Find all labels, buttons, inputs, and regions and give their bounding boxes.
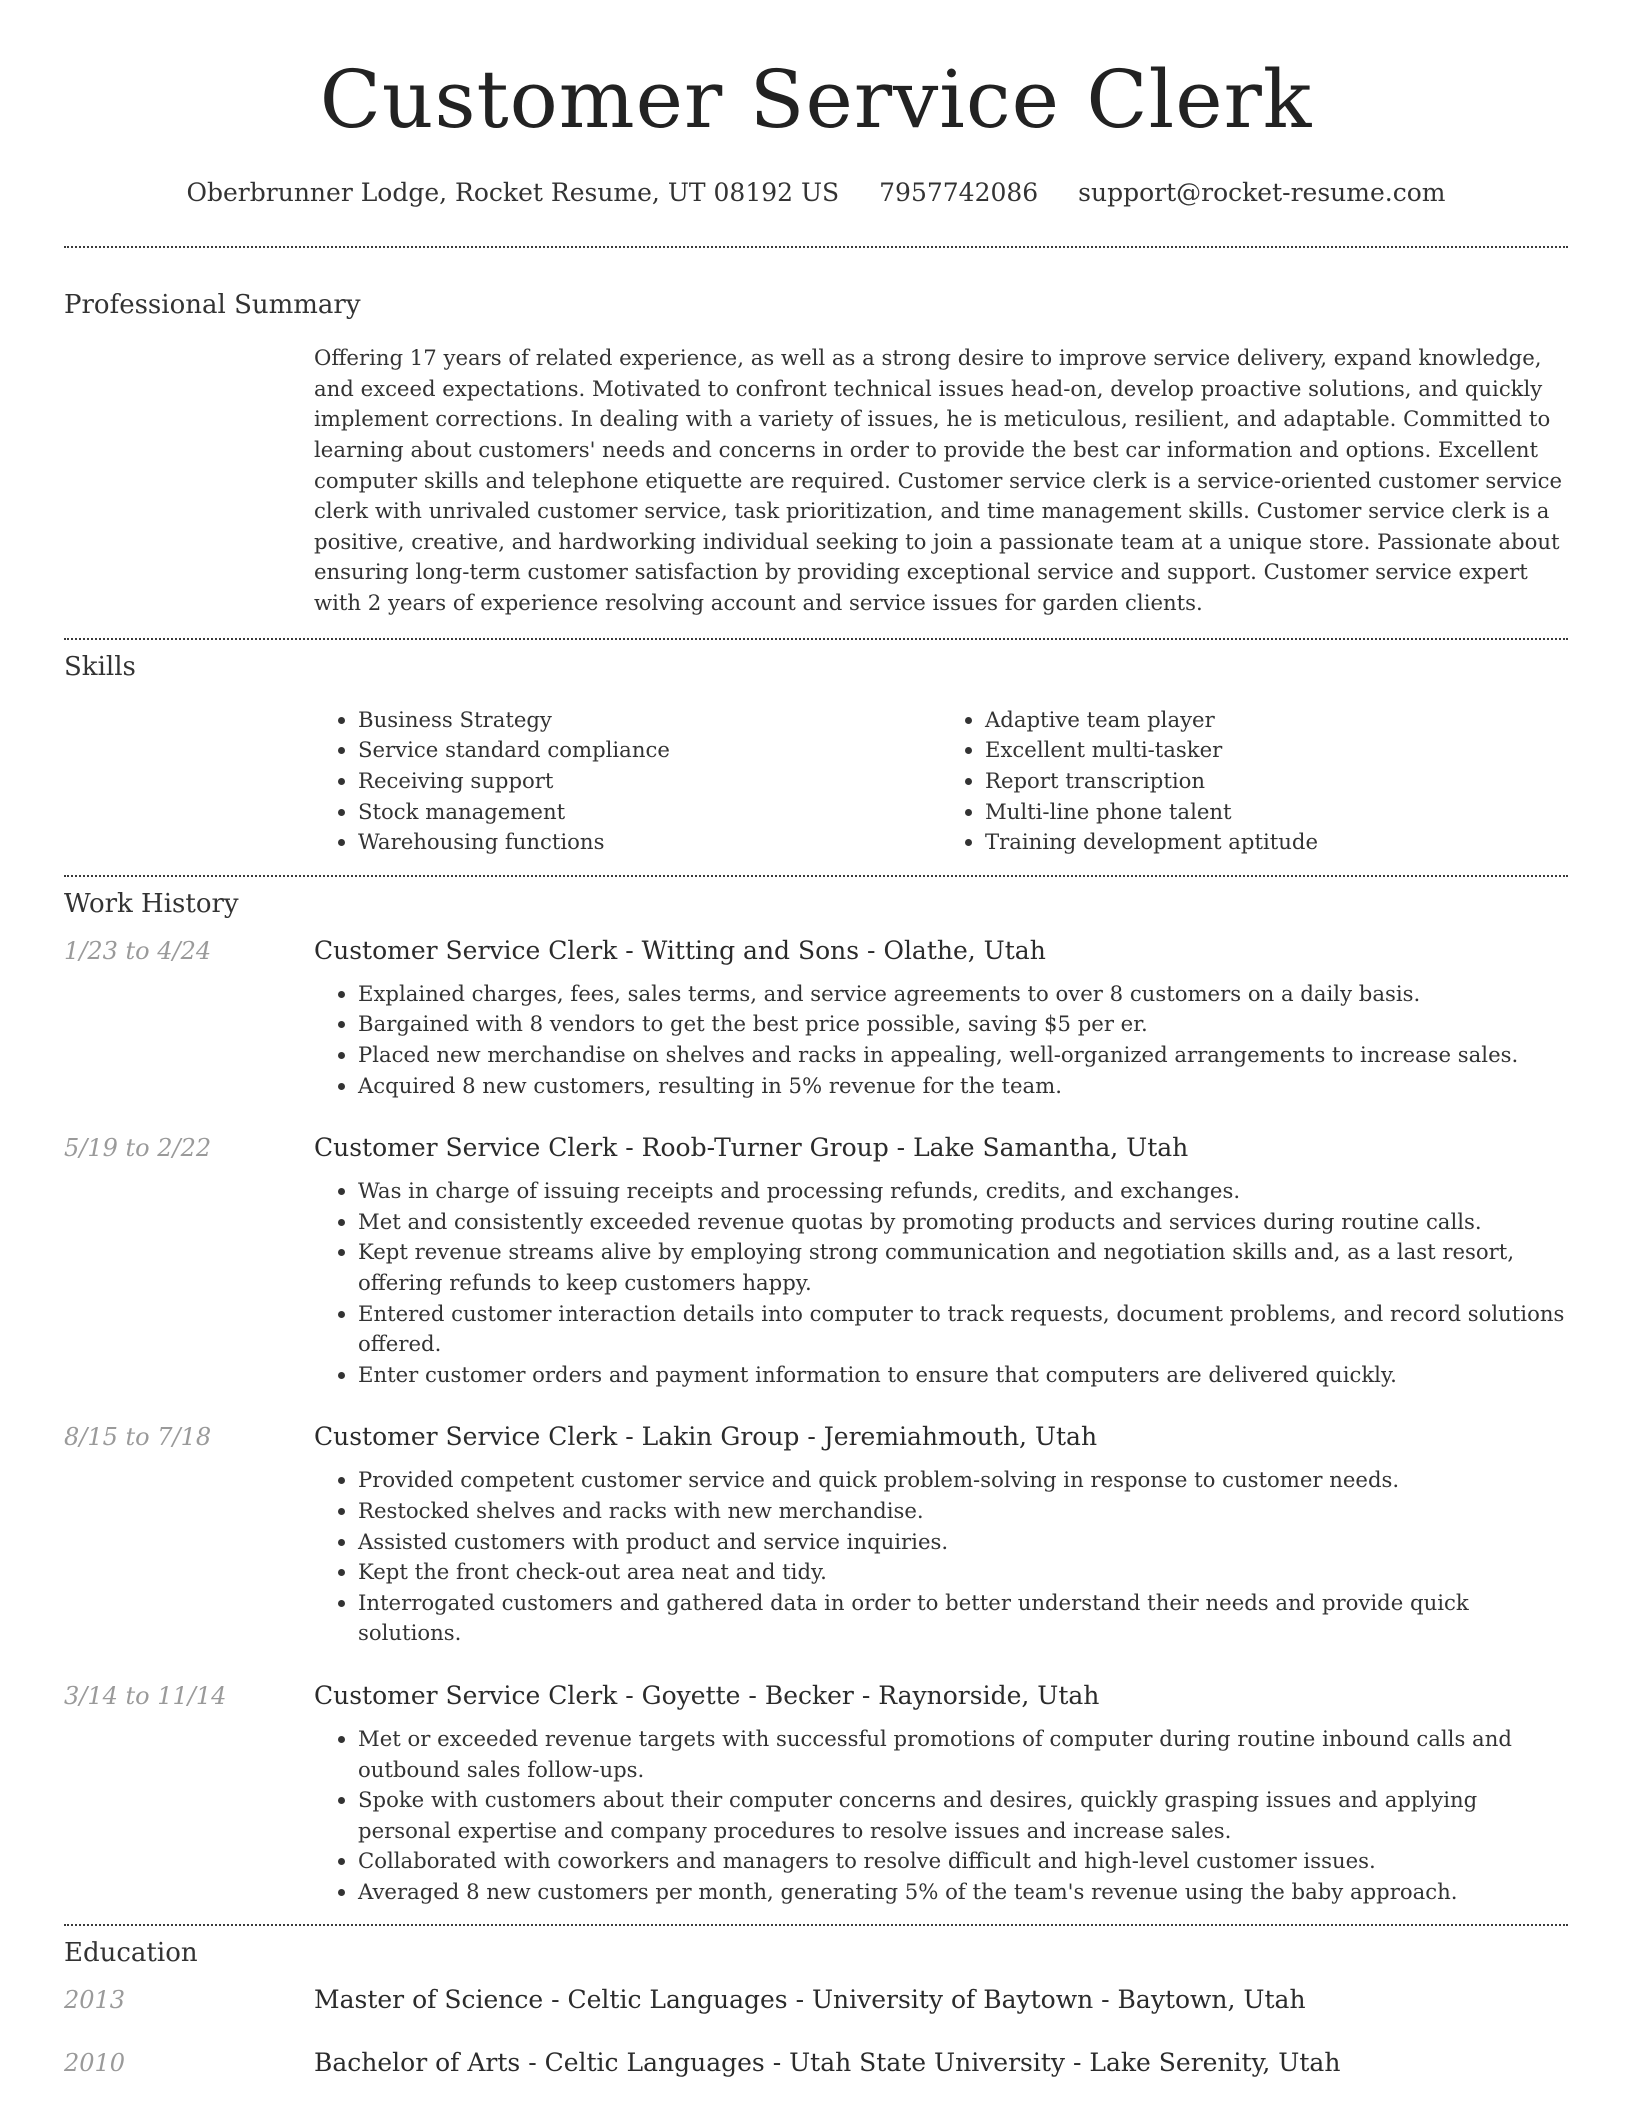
job-date: 5/19 to 2/22 bbox=[64, 1134, 212, 1163]
skill-item: • Business Strategy bbox=[358, 705, 941, 736]
job-bullet: • Averaged 8 new customers per month, generating 5% of the team's revenue using the baby approach. bbox=[358, 1877, 1568, 1908]
job-title: Customer Service Clerk - Goyette - Becker - Raynorside, Utah bbox=[314, 1680, 1100, 1710]
job-bullet: • Restocked shelves and racks with new merchandise. bbox=[358, 1496, 1568, 1527]
skill-item: • Multi-line phone talent bbox=[985, 797, 1568, 828]
job-bullet: • Assisted customers with product and service inquiries. bbox=[358, 1527, 1568, 1558]
job-bullets bbox=[314, 1724, 1568, 1908]
education-title: Bachelor of Arts - Celtic Languages - Utah State University - Lake Serenity, Utah bbox=[314, 2047, 1341, 2077]
divider bbox=[64, 246, 1568, 248]
job-bullet: • Kept the front check-out area neat and tidy. bbox=[358, 1557, 1568, 1588]
divider bbox=[64, 875, 1568, 877]
job-bullet: • Enter customer orders and payment information to ensure that computers are delivered quickly. bbox=[358, 1360, 1568, 1391]
job-date: 1/23 to 4/24 bbox=[64, 936, 212, 965]
resume-page bbox=[64, 0, 1568, 2077]
section-title-work: Work History bbox=[64, 888, 239, 919]
job-bullets bbox=[314, 1465, 1568, 1649]
skills-column-left bbox=[314, 705, 941, 858]
job-bullet: • Bargained with 8 vendors to get the best price possible, saving $5 per er. bbox=[358, 1009, 1568, 1040]
job-bullet: • Entered customer interaction details into computer to track requests, document problems, and record solutions offered. bbox=[358, 1299, 1568, 1360]
contact-email: support@rocket-resume.com bbox=[1078, 178, 1446, 207]
section-title-education: Education bbox=[64, 1937, 198, 1968]
job-title: Customer Service Clerk - Lakin Group - Jeremiahmouth, Utah bbox=[314, 1422, 1098, 1452]
job-date: 3/14 to 11/14 bbox=[64, 1681, 227, 1710]
contact-line bbox=[64, 178, 1568, 208]
summary-text: Offering 17 years of related experience, as well as a strong desire to improve service delivery, expand knowledge, and exceed expectations. Motivated to confront technical issues head-on, develop proactive solutions, and quickly implement corrections. In dealing with a variety of issues, he is meticulous, resilient, and adaptable. Committed to learning about customers' needs and concerns in order to provide the best car information and options. Excellent computer skills and telephone etiquette are required. Customer service clerk is a service-oriented customer service clerk with unrivaled customer service, task prioritization, and time management skills. Customer service clerk is a positive, creative, and hardworking individual seeking to join a passionate team at a unique store. Passionate about ensuring long-term customer satisfaction by providing exceptional service and support. Customer service expert with 2 years of experience resolving account and service issues for garden clients. bbox=[314, 345, 1563, 615]
job-bullet: • Spoke with customers about their computer concerns and desires, quickly grasping issues and applying personal expertise and company procedures to resolve issues and increase sales. bbox=[358, 1785, 1568, 1846]
skills-column-right bbox=[941, 705, 1568, 858]
job-title: Customer Service Clerk - Roob-Turner Group - Lake Samantha, Utah bbox=[314, 1133, 1189, 1163]
job-entry bbox=[64, 1133, 1568, 1162]
job-bullet: • Acquired 8 new customers, resulting in 5% revenue for the team. bbox=[358, 1071, 1568, 1102]
job-bullet: • Provided competent customer service and quick problem-solving in response to customer needs. bbox=[358, 1465, 1568, 1496]
job-entry bbox=[64, 1681, 1568, 1710]
skill-item: • Excellent multi-tasker bbox=[985, 735, 1568, 766]
job-entry bbox=[64, 936, 1568, 965]
skill-item: • Training development aptitude bbox=[985, 827, 1568, 858]
job-date: 8/15 to 7/18 bbox=[64, 1423, 212, 1452]
job-bullet: • Placed new merchandise on shelves and racks in appealing, well-organized arrangements to increase sales. bbox=[358, 1040, 1568, 1071]
job-bullet: • Explained charges, fees, sales terms, and service agreements to over 8 customers on a daily basis. bbox=[358, 979, 1568, 1010]
divider bbox=[64, 1924, 1568, 1926]
divider bbox=[64, 638, 1568, 640]
skill-item: • Report transcription bbox=[985, 766, 1568, 797]
section-title-summary: Professional Summary bbox=[64, 290, 361, 320]
job-bullet: • Met or exceeded revenue targets with successful promotions of computer during routine inbound calls and outbound sales follow-ups. bbox=[358, 1724, 1568, 1785]
section-title-skills: Skills bbox=[64, 651, 136, 682]
job-entry bbox=[64, 1422, 1568, 1451]
education-title: Master of Science - Celtic Languages - University of Baytown - Baytown, Utah bbox=[314, 1984, 1306, 2014]
job-bullet: • Met and consistently exceeded revenue quotas by promoting products and services during routine calls. bbox=[358, 1207, 1568, 1238]
job-bullet: • Interrogated customers and gathered data in order to better understand their needs and provide quick solutions. bbox=[358, 1588, 1568, 1649]
education-date: 2010 bbox=[64, 2048, 126, 2077]
education-entry bbox=[64, 1985, 1568, 2014]
contact-address: Oberbrunner Lodge, Rocket Resume, UT 08192 US bbox=[186, 178, 840, 207]
education-date: 2013 bbox=[64, 1985, 126, 2014]
job-bullets bbox=[314, 979, 1568, 1101]
skill-item: • Warehousing functions bbox=[358, 827, 941, 858]
job-bullet: • Was in charge of issuing receipts and processing refunds, credits, and exchanges. bbox=[358, 1176, 1568, 1207]
contact-phone: 7957742086 bbox=[879, 178, 1039, 207]
education-entry bbox=[64, 2048, 1568, 2077]
job-bullets bbox=[314, 1176, 1568, 1390]
skill-item: • Stock management bbox=[358, 797, 941, 828]
skill-item: • Service standard compliance bbox=[358, 735, 941, 766]
skill-item: • Adaptive team player bbox=[985, 705, 1568, 736]
resume-name: Customer Service Clerk bbox=[319, 53, 1313, 146]
skill-item: • Receiving support bbox=[358, 766, 941, 797]
skills-list bbox=[314, 705, 1568, 858]
job-title: Customer Service Clerk - Witting and Sons - Olathe, Utah bbox=[314, 935, 1046, 965]
job-bullet: • Kept revenue streams alive by employing strong communication and negotiation skills and, as a last resort, offering refunds to keep customers happy. bbox=[358, 1237, 1568, 1298]
job-bullet: • Collaborated with coworkers and managers to resolve difficult and high-level customer issues. bbox=[358, 1846, 1568, 1877]
